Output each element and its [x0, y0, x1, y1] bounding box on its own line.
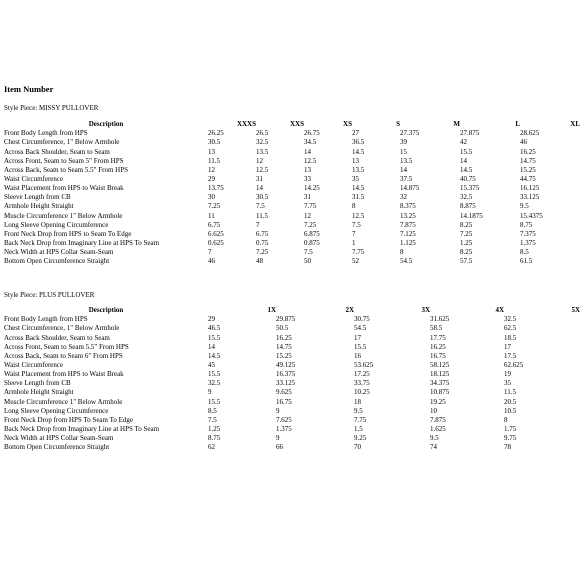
measurement-value: 19 — [504, 370, 511, 379]
measurement-description: Front Body Length from HPS — [4, 315, 88, 324]
measurement-value: 29 — [208, 315, 215, 324]
size-header: XL — [570, 120, 580, 129]
measurement-value: 61.5 — [520, 257, 533, 266]
table-row — [4, 247, 580, 256]
measurement-value: 27.375 — [400, 129, 420, 138]
measurement-value: 7.125 — [400, 229, 416, 238]
size-header: 4X — [495, 306, 504, 315]
measurement-value: 39 — [400, 138, 407, 147]
measurement-value: 7.5 — [352, 220, 361, 229]
measurement-value: 58.125 — [430, 360, 450, 369]
measurement-value: 13 — [352, 156, 359, 165]
measurement-value: 32.5 — [208, 379, 221, 388]
plus-spec-table — [4, 305, 580, 451]
size-header: XXS — [289, 120, 304, 129]
measurement-value: 54.5 — [354, 324, 367, 333]
measurement-value: 36.5 — [352, 138, 365, 147]
measurement-value: 7.5 — [256, 202, 265, 211]
measurement-description: Bottom Open Circumference Straight — [4, 443, 110, 452]
measurement-value: 12.5 — [304, 156, 317, 165]
measurement-value: 52 — [352, 257, 359, 266]
measurement-value: 27 — [352, 129, 359, 138]
table-row — [4, 406, 580, 415]
measurement-description: Across Back, Seam to Seam 5.5" From HPS — [4, 165, 128, 174]
measurement-value: 6.75 — [208, 220, 221, 229]
measurement-value: 13.25 — [400, 211, 416, 220]
measurement-value: 33.75 — [354, 379, 370, 388]
measurement-value: 11.5 — [208, 156, 220, 165]
measurement-value: 42 — [460, 138, 467, 147]
size-header: 5X — [571, 306, 580, 315]
measurement-value: 1.25 — [208, 424, 221, 433]
measurement-value: 18.5 — [504, 333, 517, 342]
measurement-value: 1.125 — [400, 238, 416, 247]
measurement-value: 11 — [208, 211, 215, 220]
table-row — [4, 442, 580, 451]
measurement-value: 14.5 — [352, 147, 365, 156]
measurement-description: Across Back Shoulder, Seam to Seam — [4, 333, 110, 342]
table-row — [4, 424, 580, 433]
measurement-value: 27.875 — [460, 129, 480, 138]
measurement-value: 34.5 — [304, 138, 317, 147]
measurement-value: 53.625 — [354, 360, 374, 369]
size-header: XS — [343, 120, 352, 129]
table-row — [4, 360, 580, 369]
measurement-value: 26.25 — [208, 129, 224, 138]
size-header: L — [515, 120, 520, 129]
measurement-value: 12 — [304, 211, 311, 220]
measurement-value: 7.625 — [276, 415, 292, 424]
measurement-value: 37.5 — [400, 174, 413, 183]
table-row — [4, 433, 580, 442]
table-row — [4, 128, 580, 137]
description-header: Description — [88, 120, 124, 129]
measurement-value: 13 — [208, 147, 215, 156]
measurement-description: Long Sleeve Opening Circumference — [4, 406, 109, 415]
table-row — [4, 137, 580, 146]
measurement-value: 1.375 — [520, 238, 536, 247]
measurement-value: 10 — [430, 406, 437, 415]
measurement-value: 7.25 — [304, 220, 317, 229]
size-header: S — [396, 120, 400, 129]
measurement-description: Waist Circumference — [4, 360, 64, 369]
measurement-value: 17.25 — [354, 370, 370, 379]
table-row — [4, 323, 580, 332]
measurement-value: 46 — [520, 138, 527, 147]
measurement-value: 33.125 — [276, 379, 296, 388]
measurement-value: 70 — [354, 443, 361, 452]
measurement-value: 9.5 — [430, 434, 439, 443]
plus-body — [4, 314, 580, 451]
measurement-value: 8.25 — [460, 220, 473, 229]
measurement-value: 46.5 — [208, 324, 221, 333]
measurement-value: 13.5 — [256, 147, 269, 156]
measurement-value: 11.5 — [256, 211, 268, 220]
table-row — [4, 378, 580, 387]
measurement-description: Across Front, Seam to Seam 5" From HPS — [4, 156, 124, 165]
measurement-value: 49.125 — [276, 360, 296, 369]
measurement-value: 31 — [304, 193, 311, 202]
measurement-description: Back Neck Drop from Imaginary Line at HPS To Seam — [4, 238, 160, 247]
measurement-value: 26.75 — [304, 129, 320, 138]
measurement-value: 17.5 — [504, 351, 517, 360]
measurement-description: Armhole Height Straight — [4, 202, 74, 211]
measurement-value: 19.25 — [430, 397, 446, 406]
measurement-value: 50.5 — [276, 324, 289, 333]
measurement-value: 7 — [256, 220, 260, 229]
measurement-value: 1 — [352, 238, 356, 247]
measurement-value: 7.5 — [208, 415, 217, 424]
measurement-value: 32.5 — [504, 315, 517, 324]
size-header: 1X — [267, 306, 276, 315]
measurement-value: 50 — [304, 257, 311, 266]
measurement-value: 7.375 — [520, 229, 536, 238]
missy-spec-table — [4, 119, 580, 265]
measurement-value: 30.5 — [208, 138, 221, 147]
measurement-value: 0.625 — [208, 238, 224, 247]
measurement-value: 54.5 — [400, 257, 413, 266]
measurement-value: 15.25 — [276, 351, 292, 360]
measurement-value: 17 — [354, 333, 361, 342]
measurement-value: 14 — [400, 165, 407, 174]
measurement-description: Neck Width at HPS Collar Seam-Seam — [4, 434, 114, 443]
measurement-value: 8 — [400, 248, 404, 257]
measurement-description: Bottom Open Circumference Straight — [4, 257, 110, 266]
measurement-value: 16.125 — [520, 184, 540, 193]
measurement-value: 14.5 — [208, 351, 221, 360]
measurement-value: 12 — [208, 165, 215, 174]
measurement-description: Armhole Height Straight — [4, 388, 74, 397]
measurement-description: Muscle Circumference 1" Below Armhole — [4, 211, 123, 220]
measurement-description: Front Neck Drop from HPS to Seam To Edge — [4, 229, 132, 238]
measurement-value: 7.75 — [352, 248, 365, 257]
measurement-value: 62 — [208, 443, 215, 452]
measurement-value: 8.25 — [460, 248, 473, 257]
measurement-value: 6.875 — [304, 229, 320, 238]
table-row — [4, 387, 580, 396]
measurement-description: Across Back, Seam to Seam 6" From HPS — [4, 351, 123, 360]
measurement-value: 11.5 — [504, 388, 516, 397]
measurement-value: 1.625 — [430, 424, 446, 433]
measurement-value: 9.75 — [504, 434, 517, 443]
measurement-value: 66 — [276, 443, 283, 452]
measurement-value: 29.875 — [276, 315, 296, 324]
measurement-value: 14 — [304, 147, 311, 156]
size-header: 2X — [345, 306, 354, 315]
measurement-description: Back Neck Drop from Imaginary Line at HPS To Seam — [4, 424, 160, 433]
table-row — [4, 332, 580, 341]
table-row — [4, 201, 580, 210]
table-row — [4, 369, 580, 378]
measurement-value: 8 — [352, 202, 356, 211]
measurement-value: 30 — [208, 193, 215, 202]
size-header: XXXS — [236, 120, 256, 129]
measurement-value: 26.5 — [256, 129, 269, 138]
measurement-value: 8.75 — [520, 220, 533, 229]
measurement-value: 8.875 — [460, 202, 476, 211]
measurement-value: 7 — [208, 248, 212, 257]
measurement-value: 14.1875 — [460, 211, 483, 220]
measurement-value: 16.25 — [520, 147, 536, 156]
measurement-value: 34.375 — [430, 379, 450, 388]
measurement-value: 13 — [304, 165, 311, 174]
measurement-value: 7.875 — [400, 220, 416, 229]
measurement-value: 12 — [256, 156, 263, 165]
table-row — [4, 156, 580, 165]
measurement-value: 46 — [208, 257, 215, 266]
measurement-value: 15 — [400, 147, 407, 156]
measurement-value: 15.5 — [208, 333, 221, 342]
table-row — [4, 146, 580, 155]
measurement-value: 62.5 — [504, 324, 517, 333]
measurement-description: Long Sleeve Opening Circumference — [4, 220, 109, 229]
measurement-value: 8.375 — [400, 202, 416, 211]
plus-header-row — [4, 305, 580, 314]
measurement-value: 16.75 — [430, 351, 446, 360]
measurement-description: Waist Circumference — [4, 174, 64, 183]
measurement-description: Muscle Circumference 1" Below Armhole — [4, 397, 123, 406]
measurement-value: 16.25 — [430, 342, 446, 351]
measurement-value: 8.5 — [208, 406, 217, 415]
measurement-description: Across Back Shoulder, Seam to Seam — [4, 147, 110, 156]
measurement-value: 8 — [504, 415, 508, 424]
table-row — [4, 415, 580, 424]
measurement-value: 16.75 — [276, 397, 292, 406]
table-row — [4, 174, 580, 183]
measurement-value: 35 — [504, 379, 511, 388]
measurement-value: 0.75 — [256, 238, 269, 247]
measurement-value: 35 — [352, 174, 359, 183]
measurement-value: 1.5 — [354, 424, 363, 433]
missy-style-piece-label: Style Piece: MISSY PULLOVER — [4, 104, 99, 112]
table-row — [4, 220, 580, 229]
measurement-description: Neck Width at HPS Collar Seam-Seam — [4, 248, 114, 257]
measurement-value: 33 — [304, 174, 311, 183]
measurement-value: 10.875 — [430, 388, 450, 397]
measurement-value: 9.625 — [276, 388, 292, 397]
table-row — [4, 238, 580, 247]
table-row — [4, 210, 580, 219]
missy-body — [4, 128, 580, 265]
measurement-description: Sleeve Length from CB — [4, 379, 71, 388]
measurement-value: 15.4375 — [520, 211, 543, 220]
measurement-value: 14 — [460, 156, 467, 165]
measurement-value: 13.5 — [352, 165, 365, 174]
measurement-value: 32.5 — [460, 193, 473, 202]
measurement-value: 18.125 — [430, 370, 450, 379]
measurement-value: 32 — [400, 193, 407, 202]
table-row — [4, 183, 580, 192]
measurement-value: 1.25 — [460, 238, 473, 247]
measurement-value: 13.75 — [208, 184, 224, 193]
size-header: M — [453, 120, 460, 129]
measurement-value: 74 — [430, 443, 437, 452]
measurement-value: 15.5 — [354, 342, 367, 351]
size-header: 3X — [421, 306, 430, 315]
measurement-value: 16.375 — [276, 370, 296, 379]
measurement-description: Chest Circumference, 1" Below Armhole — [4, 138, 120, 147]
measurement-value: 30.75 — [354, 315, 370, 324]
measurement-value: 0.875 — [304, 238, 320, 247]
measurement-value: 62.625 — [504, 360, 524, 369]
measurement-value: 20.5 — [504, 397, 517, 406]
measurement-value: 16 — [354, 351, 361, 360]
measurement-description: Front Neck Drop from HPS To Seam To Edge — [4, 415, 134, 424]
measurement-value: 17 — [504, 342, 511, 351]
measurement-value: 31 — [256, 174, 263, 183]
table-row — [4, 165, 580, 174]
measurement-value: 6.625 — [208, 229, 224, 238]
measurement-value: 8.75 — [208, 434, 221, 443]
measurement-value: 9 — [276, 434, 280, 443]
table-row — [4, 192, 580, 201]
missy-header-row — [4, 119, 580, 128]
measurement-value: 33.125 — [520, 193, 540, 202]
measurement-value: 9.5 — [354, 406, 363, 415]
measurement-value: 10.25 — [354, 388, 370, 397]
measurement-value: 14.5 — [460, 165, 473, 174]
measurement-value: 7 — [352, 229, 356, 238]
measurement-value: 9 — [208, 388, 212, 397]
measurement-value: 14.875 — [400, 184, 420, 193]
measurement-value: 58.5 — [430, 324, 443, 333]
measurement-value: 32.5 — [256, 138, 269, 147]
measurement-value: 1.375 — [276, 424, 292, 433]
measurement-value: 7.25 — [208, 202, 221, 211]
table-row — [4, 256, 580, 265]
measurement-description: Across Front, Seam to Seam 5.5" From HPS — [4, 342, 129, 351]
measurement-value: 31.625 — [430, 315, 450, 324]
measurement-value: 14 — [256, 184, 263, 193]
measurement-value: 16.25 — [276, 333, 292, 342]
measurement-value: 40.75 — [460, 174, 476, 183]
measurement-value: 7.5 — [304, 248, 313, 257]
measurement-value: 14.75 — [276, 342, 292, 351]
measurement-value: 7.25 — [460, 229, 473, 238]
measurement-description: Chest Circumference, 1" Below Armhole — [4, 324, 120, 333]
measurement-value: 28.625 — [520, 129, 540, 138]
measurement-value: 78 — [504, 443, 511, 452]
measurement-value: 12.5 — [256, 165, 269, 174]
table-row — [4, 396, 580, 405]
measurement-value: 12.5 — [352, 211, 365, 220]
measurement-value: 7.25 — [256, 248, 269, 257]
measurement-value: 14.25 — [304, 184, 320, 193]
measurement-description: Waist Placement from HPS to Waist Break — [4, 184, 124, 193]
table-row — [4, 351, 580, 360]
measurement-value: 31.5 — [352, 193, 365, 202]
measurement-value: 9.5 — [520, 202, 529, 211]
measurement-value: 15.5 — [208, 370, 221, 379]
measurement-value: 45 — [208, 360, 215, 369]
item-number-heading: Item Number — [4, 84, 54, 94]
measurement-value: 1.75 — [504, 424, 517, 433]
description-header: Description — [88, 306, 124, 315]
measurement-value: 15.5 — [208, 397, 221, 406]
measurement-value: 48 — [256, 257, 263, 266]
measurement-value: 57.5 — [460, 257, 473, 266]
measurement-description: Front Body Length from HPS — [4, 129, 88, 138]
measurement-value: 8.5 — [520, 248, 529, 257]
measurement-value: 10.5 — [504, 406, 517, 415]
table-row — [4, 229, 580, 238]
measurement-value: 6.75 — [256, 229, 269, 238]
measurement-value: 14.75 — [520, 156, 536, 165]
measurement-description: Waist Placement from HPS to Waist Break — [4, 370, 124, 379]
measurement-value: 15.375 — [460, 184, 480, 193]
measurement-value: 9 — [276, 406, 280, 415]
measurement-value: 15.5 — [460, 147, 473, 156]
measurement-description: Sleeve Length from CB — [4, 193, 71, 202]
measurement-value: 7.875 — [430, 415, 446, 424]
measurement-value: 7.75 — [304, 202, 317, 211]
measurement-value: 7.75 — [354, 415, 367, 424]
table-row — [4, 342, 580, 351]
measurement-value: 14 — [208, 342, 215, 351]
measurement-value: 9.25 — [354, 434, 367, 443]
table-row — [4, 314, 580, 323]
measurement-value: 15.25 — [520, 165, 536, 174]
measurement-value: 44.75 — [520, 174, 536, 183]
measurement-value: 30.5 — [256, 193, 269, 202]
measurement-value: 18 — [354, 397, 361, 406]
measurement-value: 13.5 — [400, 156, 413, 165]
plus-style-piece-label: Style Piece: PLUS PULLOVER — [4, 291, 95, 299]
measurement-value: 14.5 — [352, 184, 365, 193]
measurement-value: 29 — [208, 174, 215, 183]
measurement-value: 17.75 — [430, 333, 446, 342]
